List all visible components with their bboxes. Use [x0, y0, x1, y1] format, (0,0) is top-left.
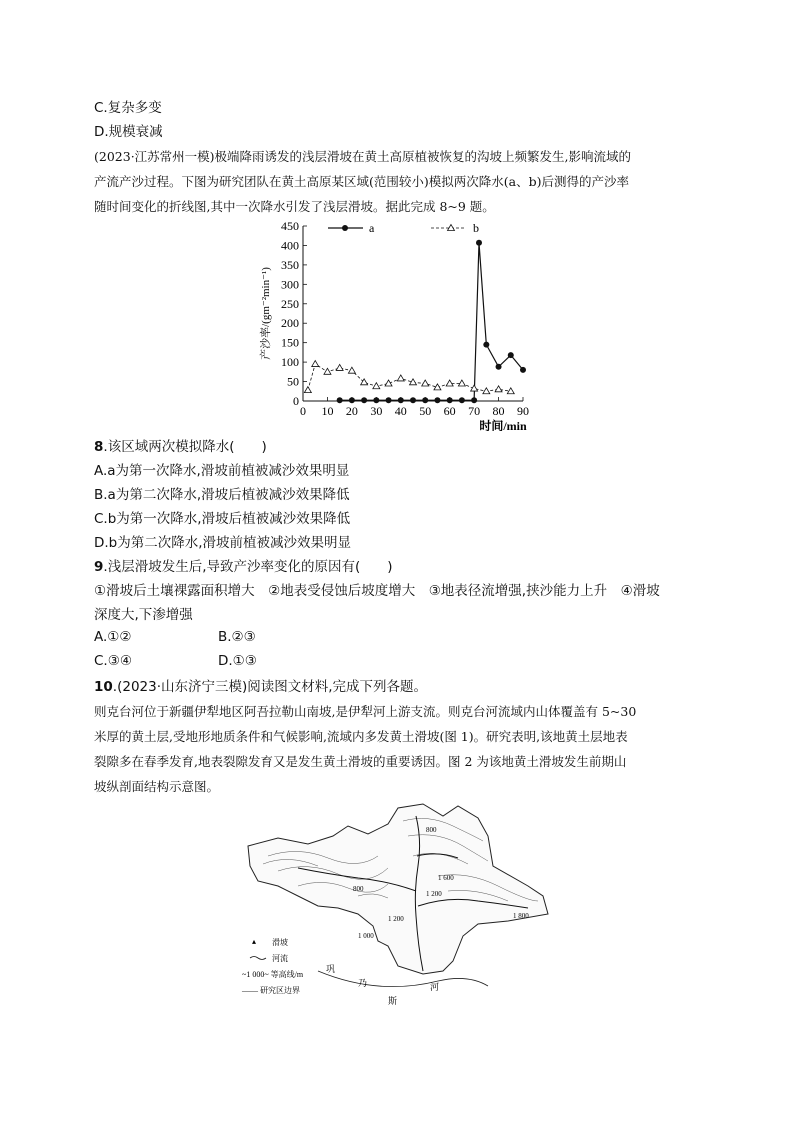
q10-line-3: 裂隙多在春季发育,地表裂隙发育又是发生黄土滑坡的重要诱因。图 2 为该地黄土滑坡发生前期山: [94, 754, 627, 769]
q9-number: 9: [94, 559, 104, 575]
series-a-point: [496, 364, 502, 370]
x-tick-label: 50: [419, 404, 432, 418]
series-b-point: [495, 386, 502, 392]
series-a-point: [483, 342, 489, 348]
y-tick-label: 0: [293, 394, 299, 408]
q9-stem-text: .浅层滑坡发生后,导致产沙率变化的原因有( ): [103, 559, 393, 575]
study-area-boundary: [248, 804, 548, 974]
series-a-point: [373, 397, 379, 403]
q8-option-b: B.a为第二次降水,滑坡后植被减沙效果降低: [94, 487, 350, 503]
q10-stem-text: .(2023·山东济宁三模)阅读图文材料,完成下列各题。: [112, 679, 428, 695]
intro-line-2: 产流产沙过程。下图为研究团队在黄土高原某区域(范围较小)模拟两次降水(a、b)后测得的产沙率: [94, 174, 629, 189]
x-tick-label: 30: [370, 404, 383, 418]
q8-number: 8: [94, 439, 104, 455]
q9-option-c: C.③④: [94, 653, 132, 669]
series-a-point: [398, 397, 404, 403]
series-b-point: [397, 375, 404, 381]
y-tick-label: 150: [281, 335, 299, 350]
series-a-point: [508, 352, 514, 358]
series-a-point: [337, 397, 343, 403]
x-tick-label: 80: [492, 404, 505, 418]
q9-option-b: B.②③: [218, 629, 256, 645]
series-b-point: [336, 364, 343, 370]
series-b-point: [348, 367, 355, 373]
contour-label-4: 1 000: [358, 932, 374, 940]
x-tick-label: 0: [300, 404, 306, 418]
y-tick-label: 100: [281, 355, 299, 370]
series-a-point: [434, 397, 440, 403]
contour-label-1: 800: [426, 826, 437, 834]
legend-boundary: —— 研究区边界: [242, 986, 300, 995]
series-b-point: [458, 380, 465, 386]
q9-stem: [94, 557, 393, 577]
legend-river-icon: [250, 957, 266, 960]
q10-stem: [94, 677, 427, 697]
q8-option-c: C.b为第一次降水,滑坡后植被减沙效果降低: [94, 511, 351, 527]
y-tick-label: 450: [281, 219, 299, 233]
series-b-point: [422, 380, 429, 386]
contour-label-6: 1 800: [513, 912, 529, 920]
series-a-point: [476, 240, 482, 246]
q8-option-a: A.a为第一次降水,滑坡前植被减沙效果明显: [94, 463, 350, 479]
series-b-point: [373, 383, 380, 389]
q10-line-2: 米厚的黄土层,受地形地质条件和气候影响,流域内多发黄土滑坡(图 1)。研究表明,该地黄土层地表: [94, 729, 628, 744]
series-b-point: [471, 385, 478, 391]
y-tick-label: 50: [287, 374, 299, 389]
y-tick-label: 250: [281, 296, 299, 311]
river-char-3: 斯: [388, 996, 398, 1006]
series-b-point: [304, 387, 311, 393]
series-b-point: [507, 388, 514, 394]
series-b-point: [324, 368, 331, 374]
series-a-point: [349, 397, 355, 403]
series-b-point: [446, 380, 453, 386]
x-axis-label: 时间/min: [479, 419, 527, 431]
series-b-point: [483, 388, 490, 394]
q8-stem-text: .该区域两次模拟降水( ): [103, 439, 267, 455]
sediment-chart: [255, 216, 545, 431]
option-d-prev: D.规模衰减: [94, 124, 163, 140]
series-a-point: [361, 397, 367, 403]
contour-label-5: 800: [353, 885, 364, 893]
contour-label-3: 1 200: [426, 890, 442, 898]
x-tick-label: 70: [468, 404, 481, 418]
legend-b-label: b: [473, 221, 479, 235]
gongnaisi-river: [318, 971, 488, 987]
intro-line-3: 随时间变化的折线图,其中一次降水引发了浅层滑坡。据此完成 8~9 题。: [94, 199, 495, 214]
q9-option-a: A.①②: [94, 629, 132, 645]
q8-stem: [94, 437, 267, 457]
q9-statements-1: ①滑坡后土壤裸露面积增大 ②地表受侵蚀后坡度增大 ③地表径流增强,挟沙能力上升 ④滑坡: [94, 583, 660, 599]
x-tick-label: 90: [517, 404, 529, 418]
contour-label-7: 1 200: [388, 915, 404, 923]
legend-contour: ~1 000~ 等高线/m: [242, 970, 304, 979]
series-a-point: [386, 397, 392, 403]
series-a-point: [422, 397, 428, 403]
q10-line-1: 则克台河位于新疆伊犁地区阿吾拉勒山南坡,是伊犁河上游支流。则克台河流域内山体覆盖有 5~30: [94, 704, 637, 719]
intro-line-1: (2023·江苏常州一模)极端降雨诱发的浅层滑坡在黄土高原植被恢复的沟坡上频繁发生,影响流域的: [94, 149, 632, 164]
contour-label-2: 1 600: [438, 874, 454, 882]
q10-line-4: 坡纵剖面结构示意图。: [94, 779, 220, 794]
legend-landslide-icon: ▴: [252, 937, 257, 946]
series-a-point: [447, 397, 453, 403]
series-b-point: [312, 361, 319, 367]
legend-river: 河流: [272, 954, 288, 963]
series-b-point: [385, 380, 392, 386]
x-tick-label: 40: [394, 404, 407, 418]
x-tick-label: 20: [345, 404, 358, 418]
y-tick-label: 350: [281, 257, 299, 272]
series-a-point: [459, 397, 465, 403]
river-char-1: 巩: [326, 964, 336, 974]
series-a-point: [410, 397, 416, 403]
option-c-prev: C.复杂多变: [94, 100, 162, 116]
x-tick-label: 60: [443, 404, 456, 418]
y-tick-label: 300: [281, 277, 299, 292]
y-tick-label: 200: [281, 316, 299, 331]
legend-landslide: 滑坡: [272, 938, 288, 947]
x-tick-label: 10: [321, 404, 334, 418]
river-char-4: 河: [430, 982, 440, 992]
y-axis-label: 产沙率/(gm⁻²min⁻¹): [260, 267, 272, 360]
legend-b-marker: [448, 225, 455, 231]
legend-a-label: a: [369, 221, 375, 235]
legend-a-marker: [342, 225, 348, 231]
q9-option-d: D.①③: [218, 653, 257, 669]
series-a-point: [520, 367, 526, 373]
river-char-2: 乃: [358, 978, 368, 988]
y-tick-label: 400: [281, 238, 299, 253]
series-a-point: [471, 397, 477, 403]
q9-statements-2: 深度大,下渗增强: [94, 607, 193, 623]
study-area-map: [238, 796, 558, 1016]
q10-number: 10: [94, 679, 113, 695]
series-a-line: [340, 243, 523, 401]
q8-option-d: D.b为第二次降水,滑坡前植被减沙效果明显: [94, 535, 352, 551]
